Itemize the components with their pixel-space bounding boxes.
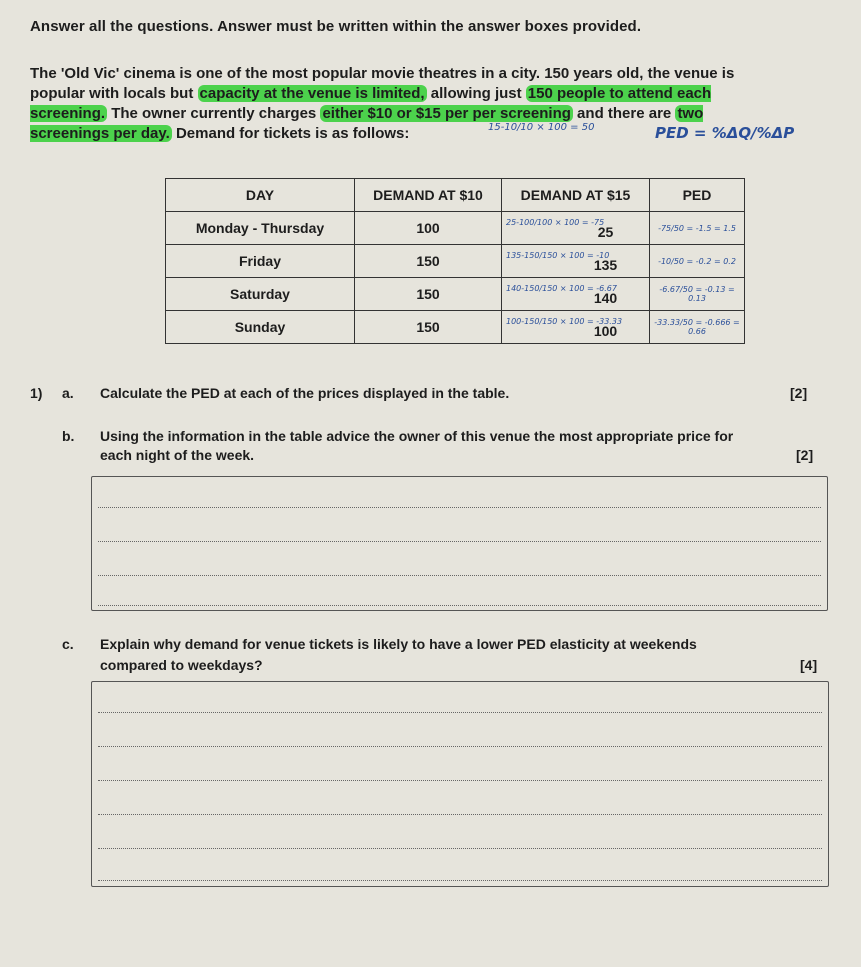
table-row	[166, 311, 745, 344]
table-header-row	[166, 179, 745, 212]
highlight-capacity: capacity at the venue is limited,	[199, 85, 425, 102]
answer-line	[98, 575, 821, 576]
question-1b-letter: b.	[62, 428, 75, 444]
question-1b-text-line1: Using the information in the table advice the owner of this venue the most appropriate price for	[100, 428, 734, 444]
answer-line	[98, 605, 821, 606]
question-number: 1)	[30, 385, 43, 401]
highlight-screenings: two screenings per day.	[30, 105, 704, 142]
question-1a-marks: [2]	[790, 385, 808, 401]
answer-line	[98, 746, 822, 747]
answer-box-1b[interactable]	[91, 476, 828, 611]
question-1c-text-line2: compared to weekdays?	[100, 657, 263, 673]
table-row	[166, 245, 745, 278]
answer-line	[98, 780, 822, 781]
handwritten-ped-formula: PED = %ΔQ/%ΔP	[655, 124, 795, 142]
handwritten-working: 25-100/100 × 100 = -75	[506, 218, 605, 227]
demand-10-cell: 150	[355, 278, 502, 311]
ped-cell: -75/50 = -1.5 = 1.5	[650, 212, 745, 245]
demand-10-cell: 150	[355, 245, 502, 278]
demand-15-cell: 140-150/150 × 100 = -6.67 140	[502, 278, 650, 311]
answer-line	[98, 848, 822, 849]
demand-15-cell: 100-150/150 × 100 = -33.33 100	[502, 311, 650, 344]
answer-line	[98, 541, 821, 542]
handwritten-working: 135-150/150 × 100 = -10	[506, 251, 610, 260]
handwritten-working: 100-150/150 × 100 = -33.33	[506, 317, 623, 326]
answer-line	[98, 814, 822, 815]
answer-line	[98, 507, 821, 508]
header-ped: PED	[650, 179, 745, 212]
scenario-paragraph: The 'Old Vic' cinema is one of the most popular movie theatres in a city. 150 years old, the venue is popular with locals but capacity at the venue is limited, allowing just 150 people to attend each screening. The owner currently charges either $10 or $15 per per screening and there are two screenings per day. Demand for tickets is as follows:	[30, 65, 735, 142]
answer-line	[98, 712, 822, 713]
question-1c-text-line1: Explain why demand for venue tickets is likely to have a lower PED elasticity at weekends	[100, 636, 697, 652]
ped-cell: -6.67/50 = -0.13 = 0.13	[650, 278, 745, 311]
question-1b-marks: [2]	[796, 447, 814, 463]
question-1b-text-line2: each night of the week.	[100, 447, 255, 463]
header-demand-15: DEMAND AT $15	[502, 179, 650, 212]
day-cell: Monday - Thursday	[166, 212, 355, 245]
handwritten-working: 140-150/150 × 100 = -6.67	[506, 284, 617, 293]
header-day: DAY	[166, 179, 355, 212]
highlight-150-people: 150 people to attend each screening.	[30, 85, 712, 122]
ped-cell: -33.33/50 = -0.666 = 0.66	[650, 311, 745, 344]
demand-table	[165, 178, 745, 344]
day-cell: Saturday	[166, 278, 355, 311]
ped-cell: -10/50 = -0.2 = 0.2	[650, 245, 745, 278]
table-row	[166, 278, 745, 311]
answer-box-1c[interactable]	[91, 681, 829, 887]
header-demand-10: DEMAND AT $10	[355, 179, 502, 212]
day-cell: Friday	[166, 245, 355, 278]
instructions: Answer all the questions. Answer must be written within the answer boxes provided.	[30, 18, 642, 35]
demand-15-cell: 25-100/100 × 100 = -75 25	[502, 212, 650, 245]
highlight-prices: either $10 or $15 per per screening	[322, 105, 571, 122]
question-1a-text: Calculate the PED at each of the prices displayed in the table.	[100, 385, 510, 401]
handwritten-percent-change-note: 15-10/10 × 100 = 50	[488, 122, 595, 133]
question-1a-letter: a.	[62, 385, 74, 401]
day-cell: Sunday	[166, 311, 355, 344]
demand-15-cell: 135-150/150 × 100 = -10 135	[502, 245, 650, 278]
demand-10-cell: 150	[355, 311, 502, 344]
answer-line	[98, 880, 822, 881]
question-1c-marks: [4]	[800, 657, 818, 673]
demand-10-cell: 100	[355, 212, 502, 245]
table-row	[166, 212, 745, 245]
question-1c-letter: c.	[62, 636, 74, 652]
